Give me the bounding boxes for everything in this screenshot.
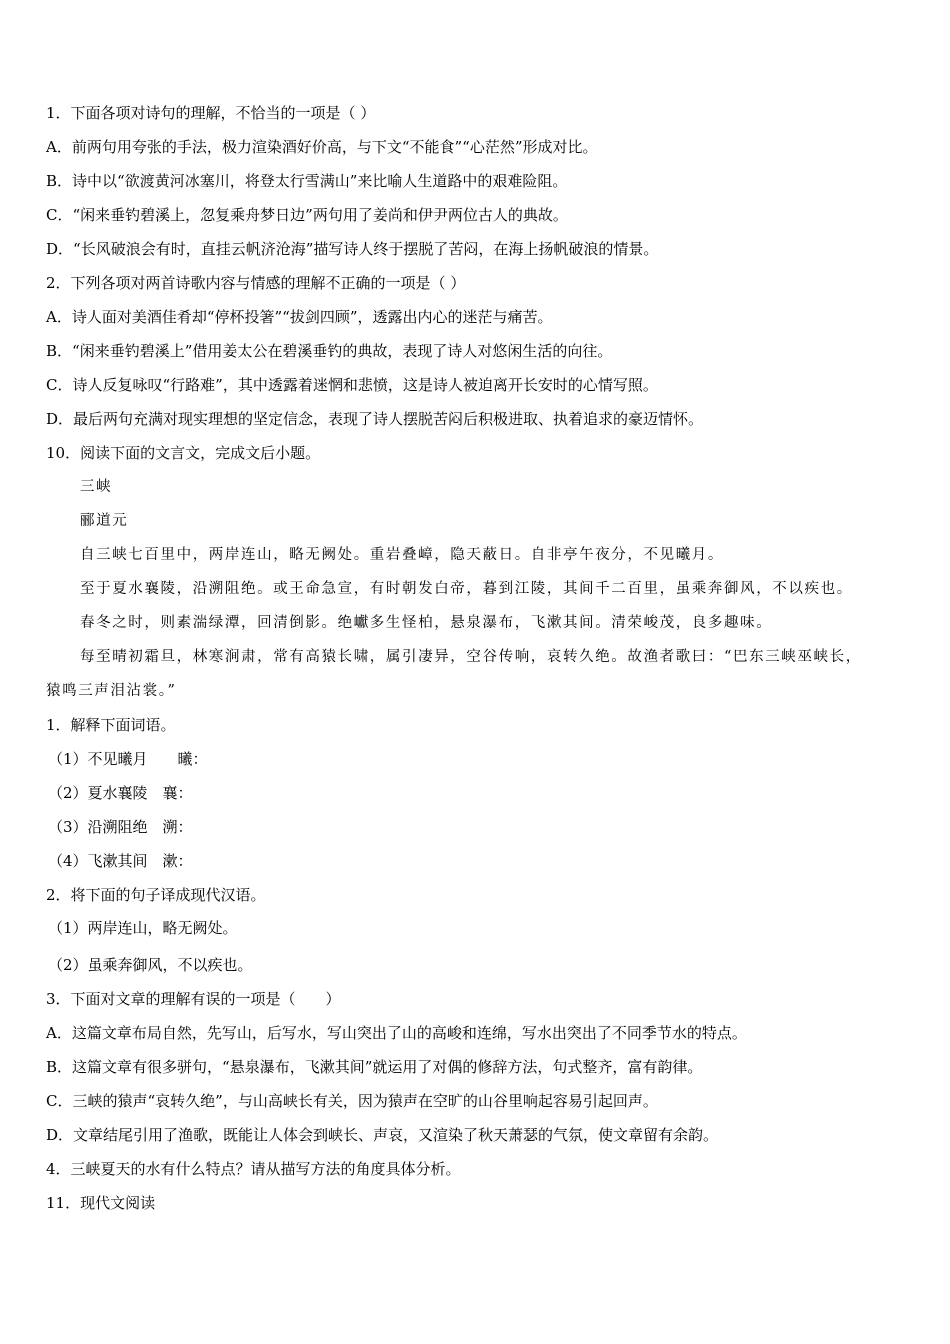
subquestion-1-item-1: （1）不见曦月 曦： [48,750,208,768]
subquestion-3-stem: 3．下面对文章的理解有误的一项是（ ） [46,990,341,1008]
passage-author: 郦道元 [80,513,129,529]
question-11-heading: 11．现代文阅读 [46,1194,156,1212]
question-1-option-d: D．“长风破浪会有时，直挂云帆济沧海”描写诗人终于摆脱了苦闷，在海上扬帆破浪的情景。 [46,240,659,258]
subquestion-2-item-1: （1）两岸连山，略无阙处。 [48,919,238,937]
question-1-stem: 1．下面各项对诗句的理解，不恰当的一项是（ ） [46,104,376,122]
subquestion-2-stem: 2．将下面的句子译成现代汉语。 [46,886,266,904]
passage-paragraph: 至于夏水襄陵，沿溯阻绝。或王命急宣，有时朝发白帝，暮到江陵，其间千二百里，虽乘奔御风，不以疾也。 [80,581,853,597]
passage-paragraph-continuation: 猿鸣三声泪沾裳。” [46,683,177,699]
subquestion-3-option-c: C．三峡的猿声“哀转久绝”，与山高峡长有关，因为猿声在空旷的山谷里响起容易引起回声。 [46,1092,658,1110]
question-2-option-b: B．“闲来垂钓碧溪上”借用姜太公在碧溪垂钓的典故，表现了诗人对悠闲生活的向往。 [46,342,613,360]
passage-paragraph: 春冬之时，则素湍绿潭，回清倒影。绝巘多生怪柏，悬泉瀑布，飞漱其间。清荣峻茂，良多趣味。 [80,615,773,631]
question-10-heading: 10．阅读下面的文言文，完成文后小题。 [46,444,321,462]
subquestion-2-item-2: （2）虽乘奔御风，不以疾也。 [48,956,253,974]
question-1-option-b: B．诗中以“欲渡黄河冰塞川，将登太行雪满山”来比喻人生道路中的艰难险阻。 [46,172,568,190]
question-2-option-a: A．诗人面对美酒佳肴却“停杯投箸”“拔剑四顾”，透露出内心的迷茫与痛苦。 [46,308,553,326]
question-1-option-c: C．“闲来垂钓碧溪上，忽复乘舟梦日边”两句用了姜尚和伊尹两位古人的典故。 [46,206,568,224]
subquestion-4-stem: 4．三峡夏天的水有什么特点？请从描写方法的角度具体分析。 [46,1160,461,1178]
question-2-option-d: D．最后两句充满对现实理想的坚定信念，表现了诗人摆脱苦闷后积极进取、执着追求的豪迈情怀。 [46,410,704,428]
subquestion-1-stem: 1．解释下面词语。 [46,716,176,734]
subquestion-3-option-d: D．文章结尾引用了渔歌，既能让人体会到峡长、声哀，又渲染了秋天萧瑟的气氛，使文章留有余韵。 [46,1126,719,1144]
subquestion-3-option-b: B．这篇文章有很多骈句，“悬泉瀑布，飞漱其间”就运用了对偶的修辞方法，句式整齐，富有韵律。 [46,1058,703,1076]
question-2-stem: 2．下列各项对两首诗歌内容与情感的理解不正确的一项是（ ） [46,274,466,292]
question-1-option-a: A．前两句用夸张的手法，极力渲染酒好价高，与下文“不能食”“心茫然”形成对比。 [46,138,598,156]
passage-paragraph: 自三峡七百里中，两岸连山，略无阙处。重岩叠嶂，隐天蔽日。自非亭午夜分，不见曦月。 [80,547,724,563]
subquestion-3-option-a: A．这篇文章布局自然，先写山，后写水，写山突出了山的高峻和连绵，写水出突出了不同季节水的特点。 [46,1024,747,1042]
passage-title: 三峡 [80,479,113,495]
subquestion-1-item-3: （3）沿溯阻绝 溯： [48,818,193,836]
subquestion-1-item-4: （4）飞漱其间 漱： [48,852,193,870]
passage-paragraph: 每至晴初霜旦，林寒涧肃，常有高猿长啸，属引凄异，空谷传响，哀转久绝。故渔者歌曰：“巴东三峡巫峡长， [80,649,862,665]
question-2-option-c: C．诗人反复咏叹“行路难”，其中透露着迷惘和悲愤，这是诗人被迫离开长安时的心情写照。 [46,376,658,394]
subquestion-1-item-2: （2）夏水襄陵 襄： [48,784,193,802]
